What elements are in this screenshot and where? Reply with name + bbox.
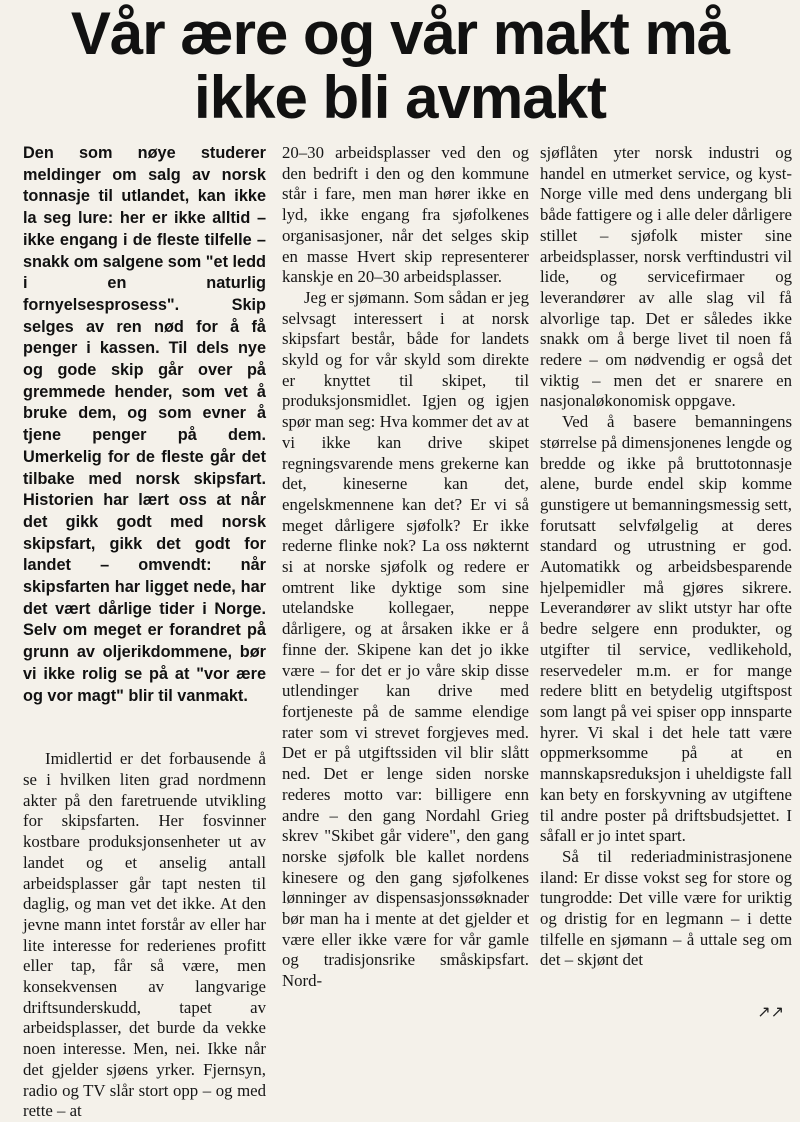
body-paragraph: Så til rederiadministrasjonene iland: Er disse vokst seg for store og tungrodde: Det ville være for uriktig og dristig for en legmann – i dette tilfelle en sjømann – å uttale seg om det – skjønt det bbox=[540, 846, 792, 970]
headline-line-2: ikke bli avmakt bbox=[194, 64, 606, 131]
lead-paragraph: Den som nøye studerer meldinger om salg av norsk tonnasje til utlandet, kan ikke la seg lure: her er ikke alltid – ikke engang i de fleste tilfelle – snakk om salgene som "et ledd i en naturlig fornyelsesprosess". Skip selges av ren nød for å få penger i kassen. Til dels nye og gode skip går over på gremmede hender, som vet å bruke dem, og som evner å tjene penger på dem. Umerkelig for de fleste går det tilbake med norsk skipsfart. Historien har lært oss at når det gikk godt med norsk skipsfart, gikk det godt for landet – omvendt: når skipsfarten har ligget nede, har det vært dårlige tider i Norge. Selv om meget er forandret på grunn av oljerikdommene, bør vi ikke rolig se på at "vor ære og vor magt" blir til vanmakt. bbox=[23, 144, 266, 705]
body-paragraph: Imidlertid er det forbausende å se i hvilken liten grad nordmenn akter på den faretruende utvikling for skipsfarten. Her fosvinner kostbare produksjonsenheter ut av landet og et anselig antall arbeidsplasser går tapt nesten til daglig, og man vet det ikke. At den jevne mann intet forstår av eller har lite interesse for rederienes profitt eller tap, får så være, men konsekvensen av langvarige driftsunderskudd, tapet av arbeidsplasser, det burde da vekke noen interesse. Men, nei. Ikke når det gjelder sjøens yrker. Fjernsyn, radio og TV slår stort opp – og med rette – at bbox=[23, 749, 266, 1121]
body-paragraph: Jeg er sjømann. Som sådan er jeg selvsagt interessert i at norsk skipsfart består, både for landets skyld og for vår skyld som direkte er knyttet til skipet, til produksjonsmidlet. Igjen og igjen spør man seg: Hva kommer det av at vi ikke kan drive skipet regningsvarende mens grekerne kan det, kineserne kan det, engelskmennene kan det? Er vi så meget dårligere sjøfolk? Er ikke rederne flinke nok? La oss nøkternt si at norske sjøfolk og redere er omtrent like dyktige som sine utelandske kollegaer, neppe dårligere, og at årsaken ikke er å finne der. Skipene kan det jo ikke være – for det er jo våre skip disse utlendinger kan drive med fortjeneste på de samme elendige rater som vi strevet forgjeves med. Det er på utgiftssiden vil blir slått ned. Det er lenge siden norske rederes motto var: billigere enn andre – den gang Nordahl Grieg skrev "Skibet går videre", den gang norske sjøfolk ble kallet nordens kinesere og den gang sjøfolkenes lønninger av dispensasjonssøknader bør man ha i mente at det gjelder et være eller ikke være for vår gamle og tradisjonsrike småskipsfart. Nord- bbox=[282, 287, 529, 991]
headline bbox=[10, 2, 790, 130]
column-2 bbox=[282, 143, 529, 1023]
body-paragraph: Ved å basere bemanningens størrelse på dimensjonenes lengde og bredde og ikke på bruttotonnasje alene, burde endel skip komme gunstigere ut bemanningsmessig sett, forutsatt selvfølgelig at deres standard og utrustning er god. Automatikk og arbeidsbesparende hjelpemidler må gjøres sikrere. Leverandører av slikt utstyr har ofte bedre selgere enn produkter, og utgifter til service, vedlikehold, reservedeler m.m. er for mange redere blitt en betydelig utgiftspost som langt på vei spiser opp innsparte hyrer. Vi skal i det hele tatt være oppmerksomme på at en mannskapsreduksjon i uheldigste fall kan bety en forskyvning av utgiftene til andre poster på driftsbudsjettet. I såfall er jo intet spart. bbox=[540, 412, 792, 846]
column-1 bbox=[23, 143, 266, 1121]
headline-line-1: Vår ære og vår makt må bbox=[70, 0, 730, 67]
body-paragraph: 20–30 arbeidsplasser ved den og den bedrift i den og den kommune står i fare, men man hører ikke en lyd, ikke engang fra sjøfolkenes organisasjoner, når det selges skip en masse Hvert skip representerer kanskje en 20–30 arbeidsplasser. bbox=[282, 143, 529, 287]
body-paragraph: sjøflåten yter norsk industri og handel en utmerket service, og kyst-Norge ville med dens undergang bli både fattigere og i alle deler dårligere stillet – sjøfolk mister sine arbeidsplasser, norsk verftindustri vil lide, og servicefirmaer og leverandører av alle slag vil få alvorlige tap. Det er således ikke snakk om å berge livet til noen få redere – om nødvendig er også det viktig – men det er snarere en nasjonaløkonomisk oppgave. bbox=[540, 143, 792, 411]
column-3 bbox=[540, 143, 792, 1023]
continuation-arrow-icon: ↗↗ bbox=[757, 1002, 784, 1021]
